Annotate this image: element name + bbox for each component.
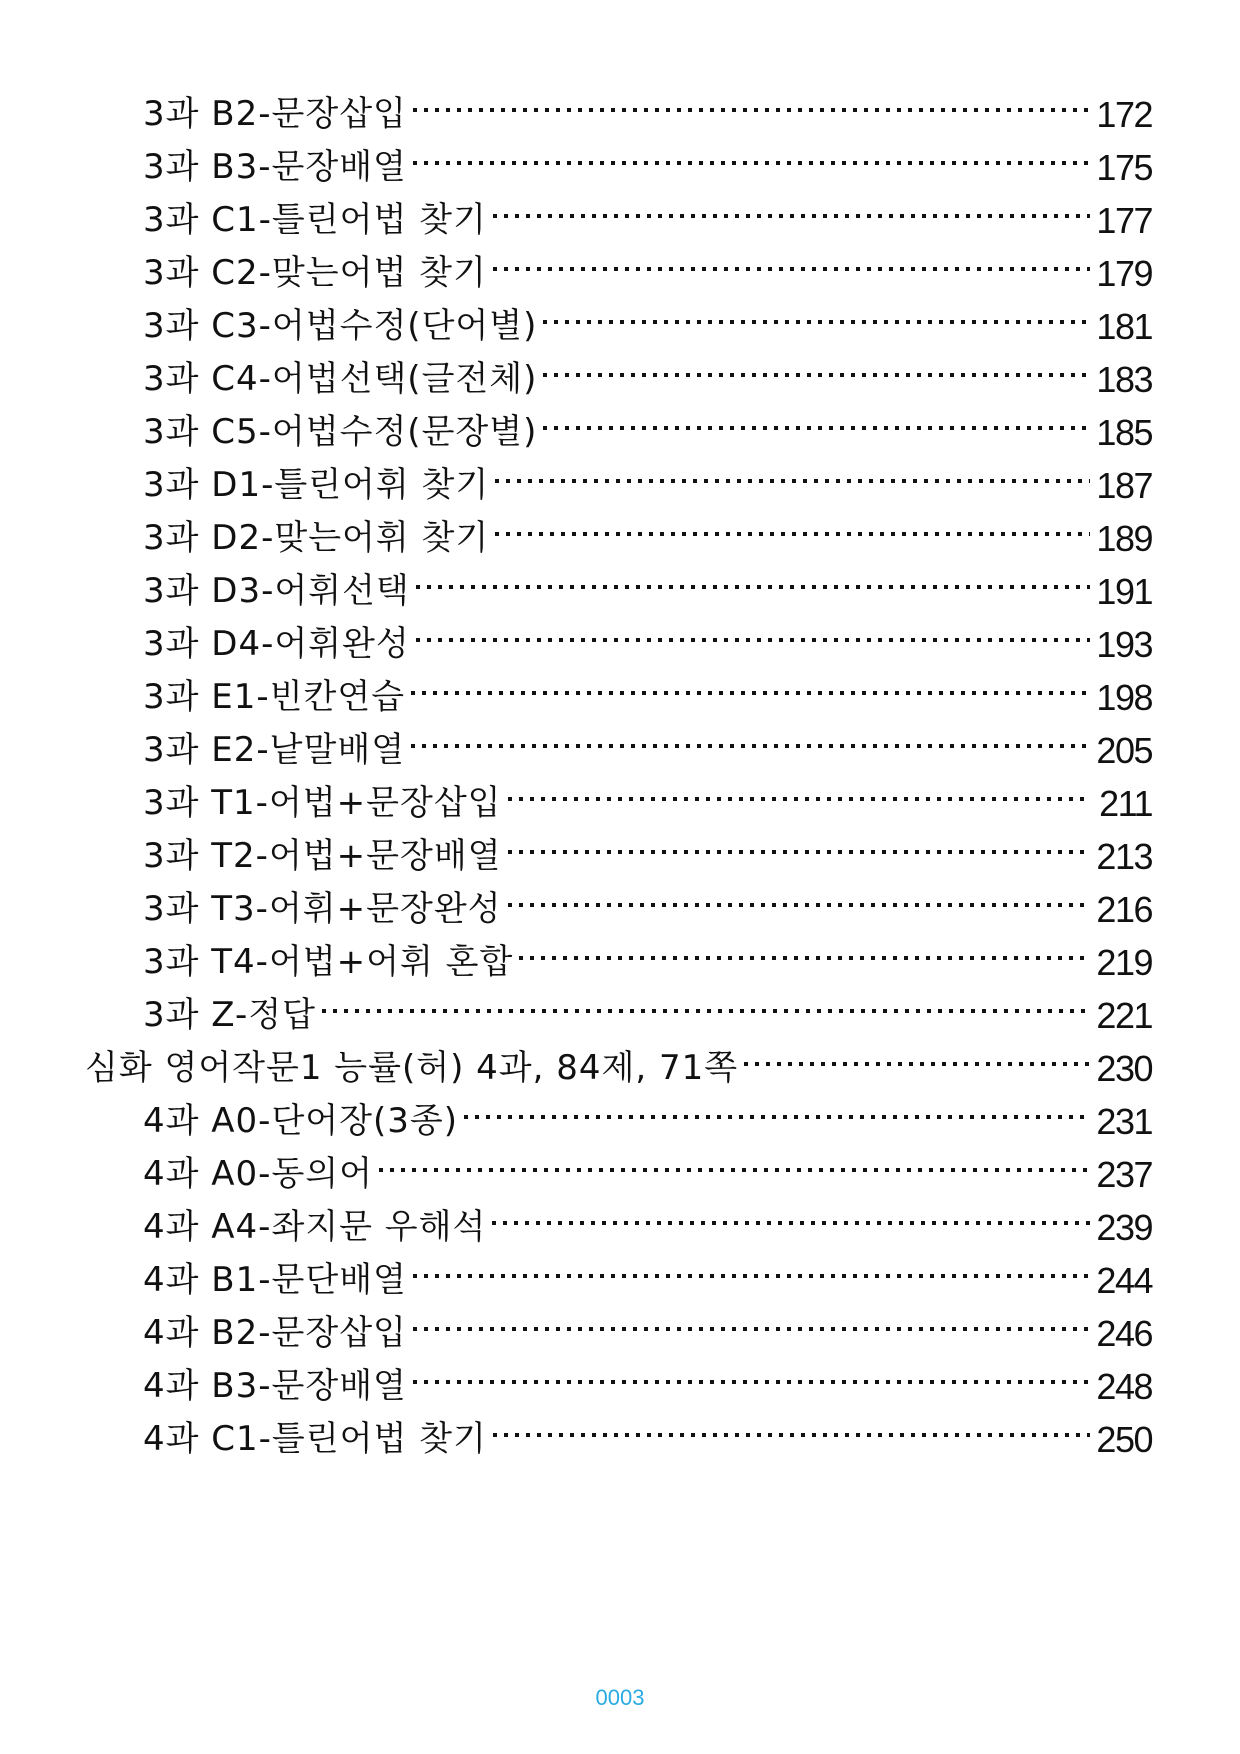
toc-entry-page: 211 <box>1099 783 1152 824</box>
toc-entry-title: 3과 C5-어법수정(문장별) <box>143 412 538 452</box>
toc-entry-page: 177 <box>1096 200 1152 241</box>
toc-entry-page: 248 <box>1096 1366 1152 1407</box>
toc-entry-page: 187 <box>1096 465 1152 506</box>
page-number: 0003 <box>595 1685 645 1710</box>
toc-entry[interactable] <box>0 671 1240 724</box>
dot-leader <box>508 849 1090 855</box>
toc-entry-title: 4과 B1-문단배열 <box>143 1260 407 1300</box>
dot-leader <box>508 902 1090 908</box>
toc-entry[interactable] <box>0 1201 1240 1254</box>
toc-entry-page: 185 <box>1096 412 1152 453</box>
toc-entry-title: 3과 E2-낱말배열 <box>143 730 406 770</box>
dot-leader <box>493 1432 1090 1438</box>
toc-entry-title: 4과 B3-문장배열 <box>143 1366 407 1406</box>
dot-leader <box>379 1167 1090 1173</box>
toc-entry-title: 3과 T2-어법+문장배열 <box>143 836 502 876</box>
toc-entry-title: 3과 D4-어휘완성 <box>143 624 410 664</box>
toc-entry[interactable] <box>0 777 1240 830</box>
dot-leader <box>413 1273 1090 1279</box>
toc-entry[interactable] <box>0 300 1240 353</box>
toc-entry[interactable] <box>0 1095 1240 1148</box>
toc-entry-page: 231 <box>1096 1101 1152 1142</box>
toc-entry-title: 3과 D1-틀린어휘 찾기 <box>143 465 490 505</box>
toc-entry-page: 244 <box>1096 1260 1152 1301</box>
toc-entry-page: 193 <box>1096 624 1152 665</box>
dot-leader <box>416 637 1090 643</box>
toc-entry[interactable] <box>0 1307 1240 1360</box>
toc-entry-title: 3과 T1-어법+문장삽입 <box>143 783 502 823</box>
toc-entry-title: 3과 C3-어법수정(단어별) <box>143 306 538 346</box>
toc-entry[interactable] <box>0 194 1240 247</box>
dot-leader <box>416 584 1090 590</box>
toc-entry-title: 3과 B2-문장삽입 <box>143 94 407 134</box>
toc-entry-page: 175 <box>1096 147 1152 188</box>
dot-leader <box>413 1379 1090 1385</box>
dot-leader <box>322 1008 1090 1014</box>
toc-entry[interactable] <box>0 724 1240 777</box>
toc-entry-page: 172 <box>1096 94 1152 135</box>
toc-entry[interactable] <box>0 1254 1240 1307</box>
toc-entry[interactable] <box>0 88 1240 141</box>
dot-leader <box>543 425 1090 431</box>
dot-leader <box>493 213 1090 219</box>
toc-entry-page: 181 <box>1096 306 1152 347</box>
toc-entry-title: 4과 B2-문장삽입 <box>143 1313 407 1353</box>
dot-leader <box>493 266 1090 272</box>
toc-entry[interactable] <box>0 1413 1240 1466</box>
toc-entry[interactable] <box>0 989 1240 1042</box>
toc-entry[interactable] <box>0 1360 1240 1413</box>
toc-entry-page: 246 <box>1096 1313 1152 1354</box>
toc-entry-title: 3과 C1-틀린어법 찾기 <box>143 200 487 240</box>
toc-entry-page: 230 <box>1096 1048 1152 1089</box>
toc-entry-page: 179 <box>1096 253 1152 294</box>
toc-entry-title: 4과 A4-좌지문 우해석 <box>143 1207 487 1247</box>
toc-entry[interactable] <box>0 141 1240 194</box>
toc-entry-title: 4과 A0-단어장(3종) <box>143 1101 458 1141</box>
dot-leader <box>464 1114 1090 1120</box>
toc-section-title: 심화 영어작문1 능률(허) 4과, 84제, 71쪽 <box>85 1048 739 1088</box>
dot-leader <box>508 796 1090 802</box>
dot-leader <box>492 1220 1090 1226</box>
toc-entry-page: 213 <box>1096 836 1152 877</box>
toc-entry-page: 205 <box>1096 730 1152 771</box>
toc-entry-page: 221 <box>1096 995 1152 1036</box>
toc-entry-page: 183 <box>1096 359 1152 400</box>
toc-entry-page: 189 <box>1096 518 1152 559</box>
toc-entry-title: 3과 C4-어법선택(글전체) <box>143 359 538 399</box>
toc-entry-page: 198 <box>1096 677 1152 718</box>
dot-leader <box>413 160 1090 166</box>
dot-leader <box>411 743 1090 749</box>
toc-entry[interactable] <box>0 1148 1240 1201</box>
toc-entry[interactable] <box>0 406 1240 459</box>
dot-leader <box>413 107 1090 113</box>
toc-entry-page: 216 <box>1096 889 1152 930</box>
toc-entry-title: 4과 A0-동의어 <box>143 1154 373 1194</box>
toc-entry[interactable] <box>0 618 1240 671</box>
toc-entry[interactable] <box>0 512 1240 565</box>
toc-entry[interactable] <box>0 459 1240 512</box>
dot-leader <box>495 531 1090 537</box>
toc-entry[interactable] <box>0 247 1240 300</box>
toc-entry[interactable] <box>0 353 1240 406</box>
toc-entry-page: 219 <box>1096 942 1152 983</box>
dot-leader <box>543 372 1090 378</box>
dot-leader <box>543 319 1090 325</box>
toc-section-entry[interactable] <box>0 1042 1240 1095</box>
dot-leader <box>519 955 1090 961</box>
toc-entry-title: 3과 Z-정답 <box>143 995 316 1035</box>
toc-entry-page: 191 <box>1096 571 1152 612</box>
toc-entry-title: 3과 T3-어휘+문장완성 <box>143 889 502 929</box>
toc-entry[interactable] <box>0 830 1240 883</box>
dot-leader <box>744 1061 1090 1067</box>
toc-entry-title: 3과 D2-맞는어휘 찾기 <box>143 518 490 558</box>
toc-entry[interactable] <box>0 883 1240 936</box>
toc-entry[interactable] <box>0 565 1240 618</box>
toc-entry-page: 237 <box>1096 1154 1152 1195</box>
toc-entry-title: 3과 B3-문장배열 <box>143 147 407 187</box>
toc-entry-title: 3과 E1-빈칸연습 <box>143 677 406 717</box>
toc-entry[interactable] <box>0 936 1240 989</box>
dot-leader <box>495 478 1090 484</box>
dot-leader <box>411 690 1090 696</box>
toc-entry-page: 239 <box>1096 1207 1152 1248</box>
toc-entry-title: 3과 D3-어휘선택 <box>143 571 410 611</box>
toc-entry-title: 4과 C1-틀린어법 찾기 <box>143 1419 487 1459</box>
toc-entry-title: 3과 T4-어법+어휘 혼합 <box>143 942 514 982</box>
toc-entry-title: 3과 C2-맞는어법 찾기 <box>143 253 487 293</box>
table-of-contents <box>0 88 1240 1466</box>
dot-leader <box>413 1326 1090 1332</box>
toc-entry-page: 250 <box>1096 1419 1152 1460</box>
